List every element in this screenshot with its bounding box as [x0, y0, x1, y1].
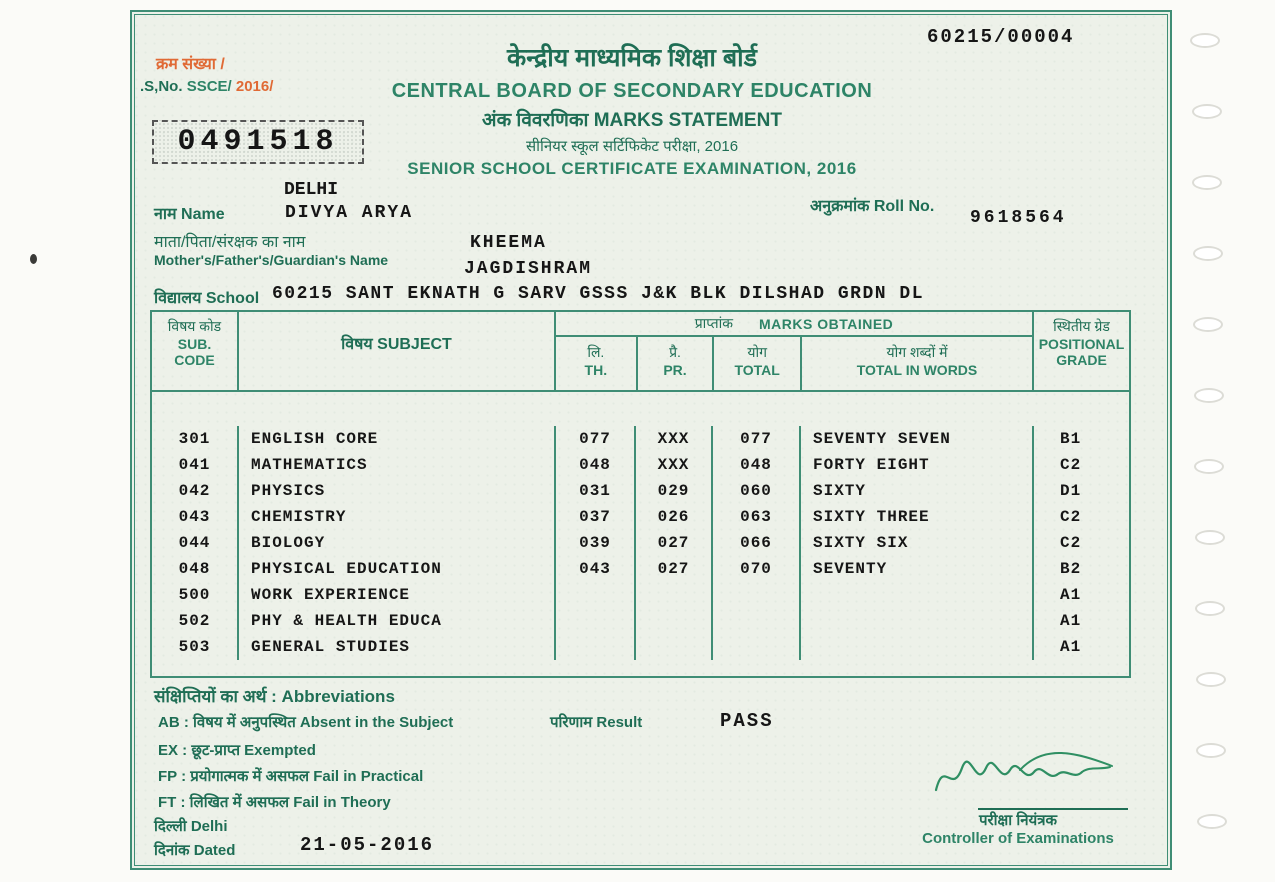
serial-label-english	[140, 78, 273, 95]
total-in-words: SIXTY SIX	[813, 534, 909, 552]
header-practical-english: PR.	[663, 362, 687, 378]
subject-name: MATHEMATICS	[251, 456, 368, 474]
serial-year-label: 2016/	[235, 78, 274, 95]
serial-number: 0491518	[177, 125, 339, 159]
practical-marks	[636, 634, 711, 660]
mother-name: KHEEMA	[470, 233, 547, 253]
perforation-hole	[1194, 459, 1224, 474]
perforation-hole	[1193, 246, 1223, 261]
subject-code: 042	[178, 482, 211, 500]
header-theory-english: TH.	[584, 362, 608, 378]
marks-obtained-title	[556, 312, 1032, 337]
column-total-in-words	[799, 426, 1032, 660]
practical-marks	[636, 608, 711, 634]
father-name: JAGDISHRAM	[464, 259, 593, 279]
theory-marks: 043	[579, 560, 611, 578]
theory-marks	[556, 582, 634, 608]
practical-marks: XXX	[657, 430, 690, 448]
header-grade-en2: GRADE	[1056, 352, 1107, 368]
perforation-hole	[1195, 530, 1225, 545]
header-positional-grade	[1032, 312, 1129, 390]
column-theory-marks	[554, 426, 634, 660]
perforation-hole	[1193, 317, 1223, 332]
header-practical-hindi: प्रै.	[669, 344, 681, 360]
positional-grade: C2	[1060, 456, 1082, 474]
header-total-english: TOTAL	[734, 362, 780, 378]
perforation-hole	[1192, 104, 1222, 119]
dated-label: दिनांक Dated	[154, 842, 236, 859]
serial-ssce-label: SSCE/	[186, 78, 232, 95]
positional-grade: A1	[1060, 586, 1082, 604]
controller-title-english: Controller of Examinations	[922, 830, 1114, 847]
marks-obtained-english: MARKS OBTAINED	[758, 315, 894, 332]
result-label: परिणाम Result	[550, 714, 643, 731]
marks-table	[150, 310, 1131, 678]
marks-table-header	[152, 312, 1129, 392]
header-total-words-hindi: योग शब्दों में	[886, 344, 948, 360]
positional-grade: A1	[1060, 612, 1082, 630]
perforation-hole	[1197, 814, 1227, 829]
column-positional-grade	[1032, 426, 1129, 660]
header-subject-code-en1: SUB.	[177, 336, 212, 352]
controller-title-hindi: परीक्षा नियंत्रक	[978, 812, 1058, 829]
abbrev-ex: EX : छूट-प्राप्त Exempted	[158, 742, 316, 759]
header-theory	[556, 337, 636, 390]
practical-marks: 027	[657, 534, 690, 552]
abbreviations-title: संक्षिप्तियों का अर्थ : Abbreviations	[154, 687, 395, 706]
theory-marks	[556, 634, 634, 660]
subject-name: GENERAL STUDIES	[251, 638, 411, 656]
column-practical-marks	[634, 426, 711, 660]
total-in-words: SIXTY THREE	[813, 508, 930, 526]
positional-grade: D1	[1060, 482, 1082, 500]
subject-code: 041	[178, 456, 211, 474]
header-theory-hindi: लि.	[587, 344, 605, 360]
total-marks: 048	[740, 456, 772, 474]
header-subject-code-hindi: विषय कोड	[167, 318, 222, 334]
subject-code: 503	[178, 638, 211, 656]
total-in-words: SIXTY	[813, 482, 867, 500]
positional-grade: B2	[1060, 560, 1082, 578]
exam-title-hindi: सीनियर स्कूल सर्टिफिकेट परीक्षा, 2016	[525, 138, 739, 155]
header-subject-code	[152, 312, 237, 390]
perforation-hole	[1192, 175, 1222, 190]
total-marks	[713, 634, 799, 660]
header-subject-code-en2: CODE	[174, 352, 215, 368]
place-label: दिल्ली Delhi	[154, 818, 228, 835]
school-label: विद्यालय School	[154, 290, 260, 307]
subject-code: 502	[178, 612, 211, 630]
theory-marks	[556, 608, 634, 634]
total-marks: 070	[740, 560, 772, 578]
perforation-hole	[1196, 672, 1226, 687]
practical-marks: 026	[657, 508, 690, 526]
controller-block	[888, 810, 1148, 847]
marks-table-body	[152, 392, 1129, 676]
positional-grade: C2	[1060, 508, 1082, 526]
header-total-hindi: योग	[747, 344, 767, 360]
header-grade-hindi: स्थितीय ग्रेड	[1053, 318, 1110, 334]
theory-marks: 031	[579, 482, 611, 500]
header-subject: विषय SUBJECT	[237, 312, 554, 390]
abbrev-ab: AB : विषय में अनुपस्थित Absent in the Subject	[158, 714, 454, 731]
subject-code: 500	[178, 586, 211, 604]
subject-name: BIOLOGY	[251, 534, 326, 552]
ink-dot	[30, 254, 37, 264]
parent-label-hindi: माता/पिता/संरक्षक का नाम	[154, 234, 306, 251]
practical-marks: 029	[657, 482, 690, 500]
subject-name: PHY & HEALTH EDUCA	[251, 612, 442, 630]
total-marks: 063	[740, 508, 772, 526]
total-in-words: SEVENTY	[813, 560, 888, 578]
subject-code: 301	[178, 430, 211, 448]
column-total-marks	[711, 426, 799, 660]
theory-marks: 077	[579, 430, 611, 448]
column-subject	[237, 426, 554, 660]
certificate-header	[282, 40, 982, 179]
school-value: 60215 SANT EKNATH G SARV GSSS J&K BLK DILSHAD GRDN DL	[272, 284, 924, 304]
roll-label: अनुक्रमांक Roll No.	[810, 198, 935, 215]
total-in-words	[801, 608, 1032, 634]
positional-grade: A1	[1060, 638, 1082, 656]
roll-number: 9618564	[970, 208, 1067, 228]
candidate-name: DIVYA ARYA	[285, 203, 414, 223]
region-value: DELHI	[284, 180, 339, 200]
perforation-hole	[1190, 33, 1220, 48]
total-marks	[713, 582, 799, 608]
abbrev-ft: FT : लिखित में असफल Fail in Theory	[158, 794, 391, 811]
header-grade-en1: POSITIONAL	[1038, 336, 1125, 352]
total-marks: 060	[740, 482, 772, 500]
subject-code: 048	[178, 560, 211, 578]
board-name-hindi: केन्द्रीय माध्यमिक शिक्षा बोर्ड	[507, 44, 757, 72]
header-marks-obtained	[554, 312, 1032, 390]
total-marks: 077	[740, 430, 772, 448]
serial-sno-label: .S,No.	[140, 78, 183, 95]
serial-label-hindi: क्रम संख्या /	[156, 56, 225, 73]
subject-name: CHEMISTRY	[251, 508, 347, 526]
centre-serial-code: 60215/00004	[927, 26, 1075, 48]
practical-marks: XXX	[657, 456, 690, 474]
header-total	[712, 337, 800, 390]
signature	[924, 740, 1124, 804]
abbrev-fp: FP : प्रयोगात्मक में असफल Fail in Practical	[158, 768, 424, 785]
subject-name: PHYSICS	[251, 482, 326, 500]
total-in-words	[801, 582, 1032, 608]
positional-grade: B1	[1060, 430, 1082, 448]
marks-subheaders	[556, 337, 1032, 390]
perforation-hole	[1196, 743, 1226, 758]
theory-marks: 037	[579, 508, 611, 526]
perforation-hole	[1195, 601, 1225, 616]
column-subject-code	[152, 426, 237, 660]
subject-name: WORK EXPERIENCE	[251, 586, 411, 604]
positional-grade: C2	[1060, 534, 1082, 552]
marks-statement-certificate	[130, 10, 1172, 870]
subject-name: PHYSICAL EDUCATION	[251, 560, 442, 578]
total-in-words: SEVENTY SEVEN	[813, 430, 951, 448]
board-name-english: CENTRAL BOARD OF SECONDARY EDUCATION	[391, 80, 873, 102]
total-in-words	[801, 634, 1032, 660]
name-label: नाम Name	[154, 206, 225, 223]
date-value: 21-05-2016	[300, 834, 435, 856]
header-total-words	[800, 337, 1032, 390]
subject-code: 043	[178, 508, 211, 526]
practical-marks	[636, 582, 711, 608]
header-practical	[636, 337, 713, 390]
header-total-words-english: TOTAL IN WORDS	[856, 362, 978, 378]
total-in-words: FORTY EIGHT	[813, 456, 930, 474]
parent-label-english: Mother's/Father's/Guardian's Name	[154, 252, 389, 268]
perforation-hole	[1194, 388, 1224, 403]
result-value: PASS	[720, 710, 774, 732]
subject-code: 044	[178, 534, 211, 552]
total-marks	[713, 608, 799, 634]
exam-title-english: SENIOR SCHOOL CERTIFICATE EXAMINATION, 2016	[407, 159, 857, 178]
total-marks: 066	[740, 534, 772, 552]
practical-marks: 027	[657, 560, 690, 578]
marks-obtained-hindi: प्राप्तांक	[694, 315, 733, 331]
theory-marks: 039	[579, 534, 611, 552]
theory-marks: 048	[579, 456, 611, 474]
subject-name: ENGLISH CORE	[251, 430, 379, 448]
statement-title: अंक विवरणिका MARKS STATEMENT	[482, 110, 782, 131]
